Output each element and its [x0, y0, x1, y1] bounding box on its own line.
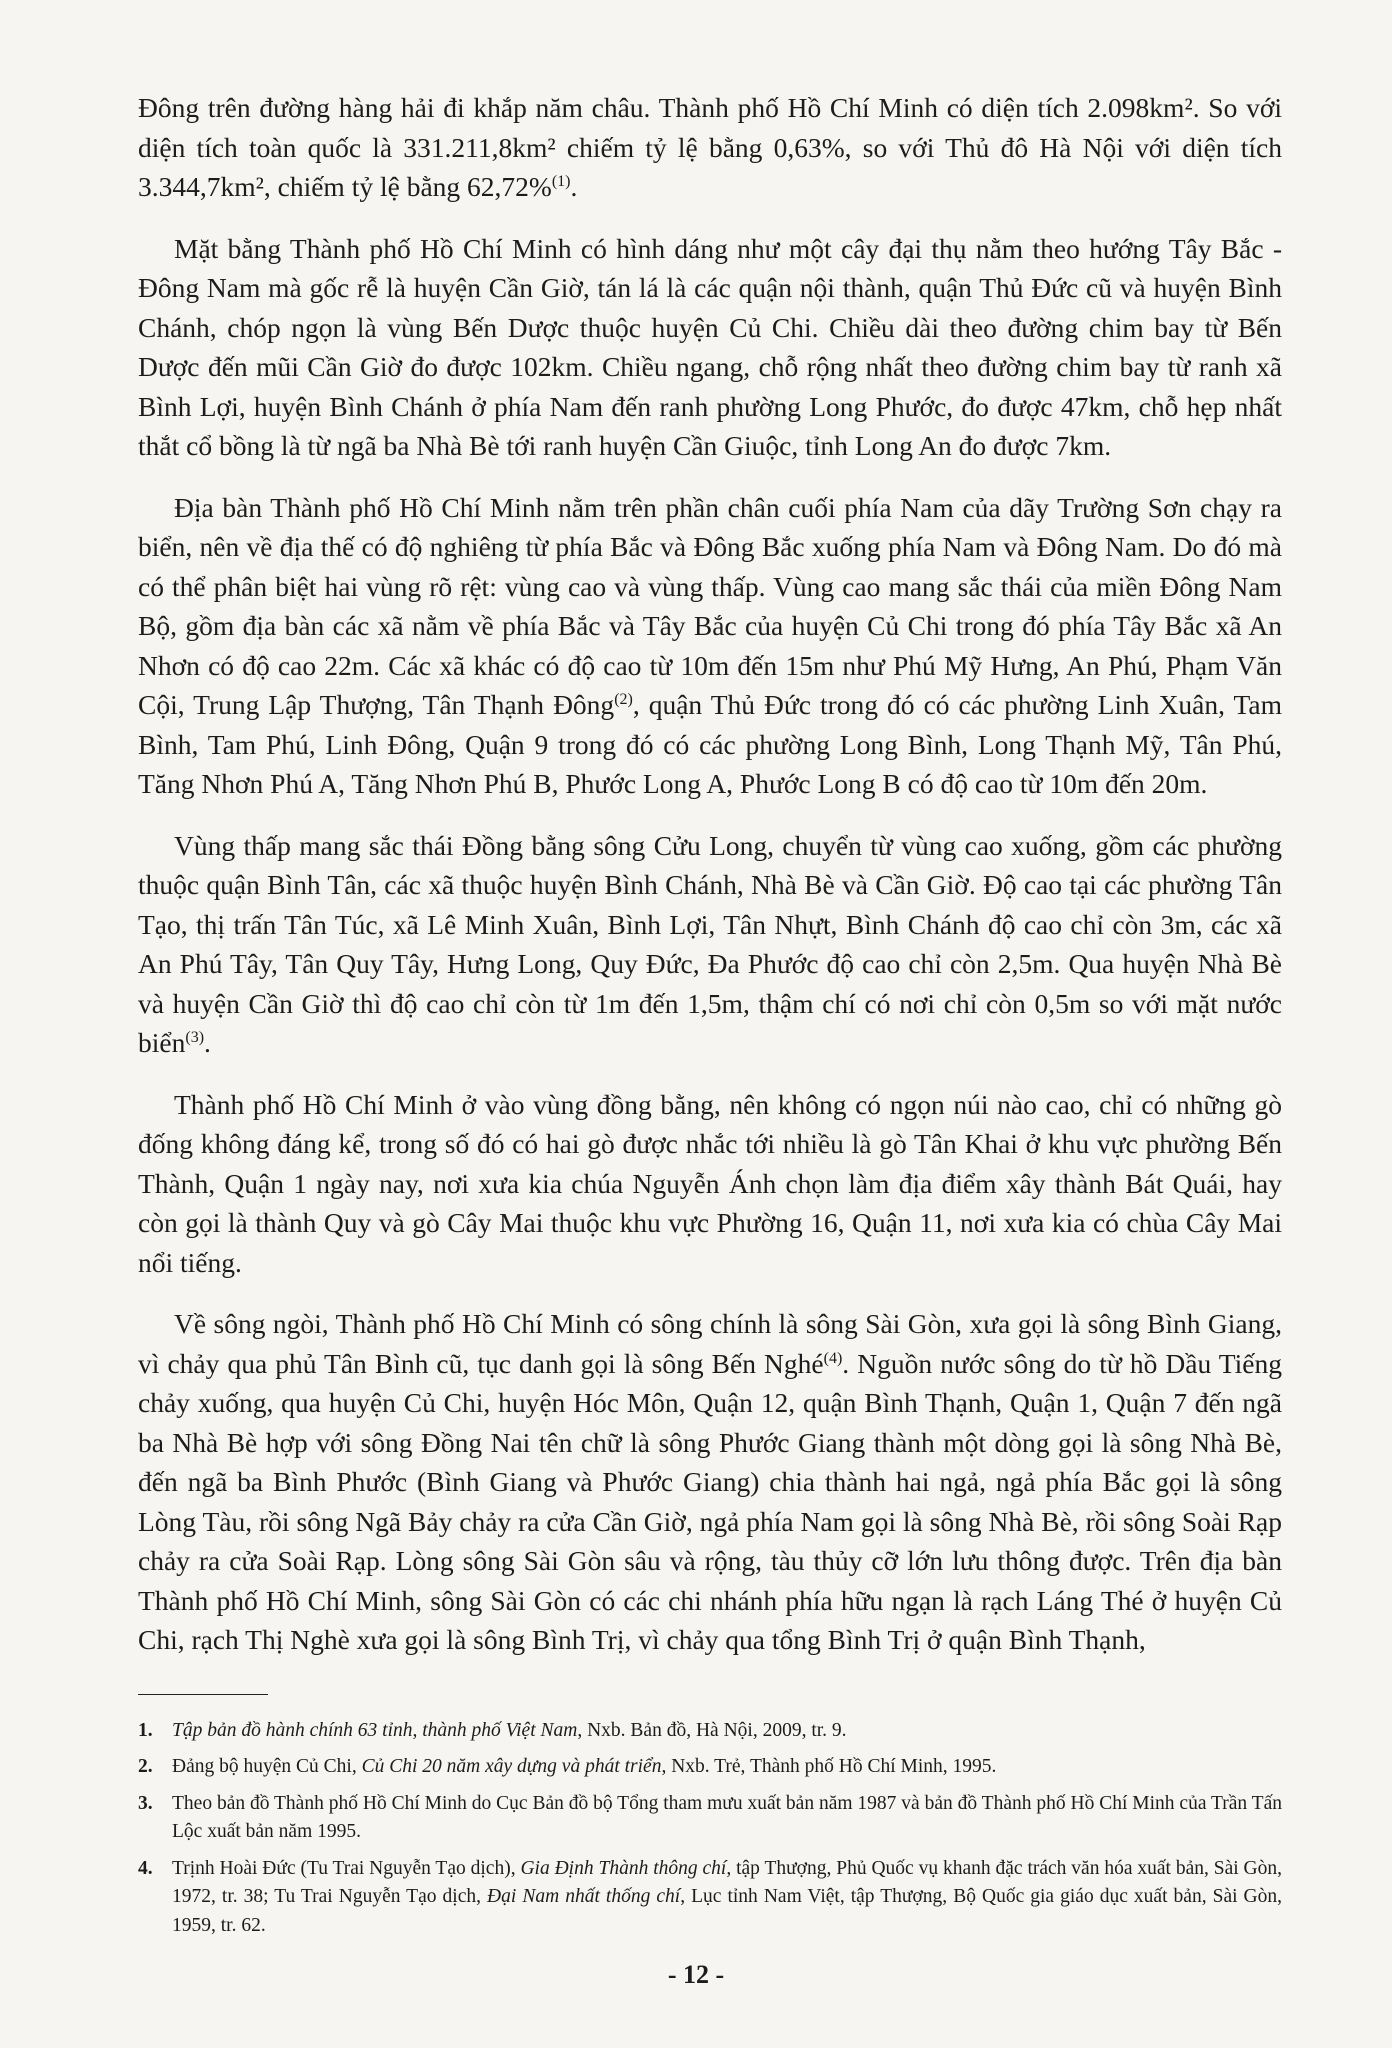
page-number: - 12 -	[667, 1960, 725, 1989]
footnote-number: 4.	[138, 1857, 153, 1879]
footnote-ref-2: (2)	[614, 690, 633, 708]
footnote-ref-3: (3)	[185, 1028, 205, 1046]
footnote-divider	[138, 1694, 268, 1695]
paragraph-3: Địa bàn Thành phố Hồ Chí Minh nằm trên phần chân cuối phía Nam của dãy Trường Sơn chạy ra biển, nên về địa thế có độ nghiêng từ phía Bắc và Đông Bắc xuống phía Nam và Đông Nam. Do đó mà có thể phân biệt hai vùng rõ rệt: vùng cao và vùng thấp. Vùng cao mang sắc thái của miền Đông Nam Bộ, gồm địa bàn các xã nằm về phía Bắc và Tây Bắc của huyện Củ Chi trong đó phía Tây Bắc xã An Nhơn có độ cao 22m. Các xã khác có độ cao từ 10m đến 15m như Phú Mỹ Hưng, An Phú, Phạm Văn Cội, Trung Lập Thượng, Tân Thạnh Đông$^{(2)}$, quận Thủ Đức trong đó có các phường Linh Xuân, Tam Bình, Tam Phú, Linh Đông, Quận 9 trong đó có các phường Long Bình, Long Thạnh Mỹ, Tân Phú, Tăng Nhơn Phú A, Tăng Nhơn Phú B, Phước Long A, Phước Long B có độ cao từ 10m đến 20m.	[138, 491, 1283, 799]
paragraph-4: Vùng thấp mang sắc thái Đồng bằng sông Cửu Long, chuyển từ vùng cao xuống, gồm các phường thuộc quận Bình Tân, các xã thuộc huyện Bình Chánh, Nhà Bè và Cần Giờ. Độ cao tại các phường Tân Tạo, thị trấn Tân Túc, xã Lê Minh Xuân, Bình Lợi, Tân Nhựt, Bình Chánh độ cao chỉ còn 3m, các xã An Phú Tây, Tân Quy Tây, Hưng Long, Quy Đức, Đa Phước độ cao chỉ còn 2,5m. Qua huyện Nhà Bè và huyện Cần Giờ thì độ cao chỉ còn từ 1m đến 1,5m, thậm chí có nơi chỉ còn 0,5m so với mặt nước biển$^{(3)}$.	[138, 829, 1282, 1058]
main-text	[138, 88, 1282, 1660]
footnote-4: 4. Trịnh Hoài Đức (Tu Trai Nguyễn Tạo dịch), Gia Định Thành thông chí, tập Thượng, Phủ Quốc vụ khanh đặc trách văn hóa xuất bản, Sài Gòn, 1972, tr. 38; Tu Trai Nguyễn Tạo dịch, Đại Nam nhất thống chí, Lục tỉnh Nam Việt, tập Thượng, Bộ Quốc gia giáo dục xuất bản, Sài Gòn, 1959, tr. 62.	[138, 1855, 1282, 1941]
paragraph-1: Đông trên đường hàng hải đi khắp năm châu. Thành phố Hồ Chí Minh có diện tích 2.098km². So với diện tích toàn quốc là 331.211,8km² chiếm tỷ lệ bằng 0,63%, so với Thủ đô Hà Nội với diện tích 3.344,7km², chiếm tỷ lệ bằng 62,72%$^{(1)}$.	[138, 92, 1282, 202]
footnote-number: 3.	[138, 1792, 153, 1814]
footnote-1: 1. Tập bản đồ hành chính 63 tỉnh, thành phố Việt Nam, Nxb. Bản đồ, Hà Nội, 2009, tr. 9.	[138, 1717, 1282, 1746]
paragraph-6: Về sông ngòi, Thành phố Hồ Chí Minh có sông chính là sông Sài Gòn, xưa gọi là sông Bình Giang, vì chảy qua phủ Tân Bình cũ, tục danh gọi là sông Bến Nghé$^{(4)}$. Nguồn nước sông do từ hồ Dầu Tiếng chảy xuống, qua huyện Củ Chi, huyện Hóc Môn, Quận 12, quận Bình Thạnh, Quận 1, Quận 7 đến ngã ba Nhà Bè hợp với sông Đồng Nai tên chữ là sông Phước Giang thành một dòng gọi là sông Nhà Bè, đến ngã ba Bình Phước (Bình Giang và Phước Giang) chia thành hai ngả, ngả phía Bắc gọi là sông Lòng Tàu, rồi sông Ngã Bảy chảy ra cửa Cần Giờ, ngả phía Nam gọi là sông Nhà Bè, rồi sông Soài Rạp chảy ra cửa Soài Rạp. Lòng sông Sài Gòn sâu và rộng, tàu thủy cỡ lớn lưu thông được. Trên địa bàn Thành phố Hồ Chí Minh, sông Sài Gòn có các chi nhánh phía hữu ngạn là rạch Láng Thé ở huyện Củ Chi, rạch Thị Nghè xưa gọi là sông Bình Trị, vì chảy qua tổng Bình Trị ở quận Bình Thạnh,	[138, 1308, 1282, 1655]
footnote-3: 3. Theo bản đồ Thành phố Hồ Chí Minh do Cục Bản đồ bộ Tổng tham mưu xuất bản năm 1987 và bản đồ Thành phố Hồ Chí Minh của Trần Tấn Lộc xuất bản năm 1995.	[138, 1790, 1282, 1847]
paragraph-2: Mặt bằng Thành phố Hồ Chí Minh có hình dáng như một cây đại thụ nằm theo hướng Tây Bắc - Đông Nam mà gốc rễ là huyện Cần Giờ, tán lá là các quận nội thành, quận Thủ Đức cũ và huyện Bình Chánh, chóp ngọn là vùng Bến Dược thuộc huyện Củ Chi. Chiều dài theo đường chim bay từ Bến Dược đến mũi Cần Giờ đo được 102km. Chiều ngang, chỗ rộng nhất theo đường chim bay từ ranh xã Bình Lợi, huyện Bình Chánh ở phía Nam đến ranh phường Long Phước, đo được 47km, chỗ hẹp nhất thắt cổ bồng là từ ngã ba Nhà Bè tới ranh huyện Cần Giuộc, tỉnh Long An đo được 7km.	[138, 232, 1282, 461]
footnote-2: 2. Đảng bộ huyện Củ Chi, Củ Chi 20 năm xây dựng và phát triển, Nxb. Trẻ, Thành phố Hồ Chí Minh, 1995.	[138, 1753, 1282, 1782]
footnote-ref-1: (1)	[551, 172, 571, 190]
footnote-number: 1.	[138, 1719, 153, 1741]
footnote-number: 2.	[138, 1756, 153, 1777]
paragraph-5: Thành phố Hồ Chí Minh ở vào vùng đồng bằng, nên không có ngọn núi nào cao, chỉ có những gò đống không đáng kể, trong số đó có hai gò được nhắc tới nhiều là gò Tân Khai ở khu vực phường Bến Thành, Quận 1 ngày nay, nơi xưa kia chúa Nguyễn Ánh chọn làm địa điểm xây thành Bát Quái, hay còn gọi là thành Quy và gò Cây Mai thuộc khu vực Phường 16, Quận 11, nơi xưa kia có chùa Cây Mai nổi tiếng.	[138, 1088, 1282, 1278]
footnote-ref-4: (4)	[823, 1349, 843, 1367]
footnotes	[138, 1717, 1282, 1941]
